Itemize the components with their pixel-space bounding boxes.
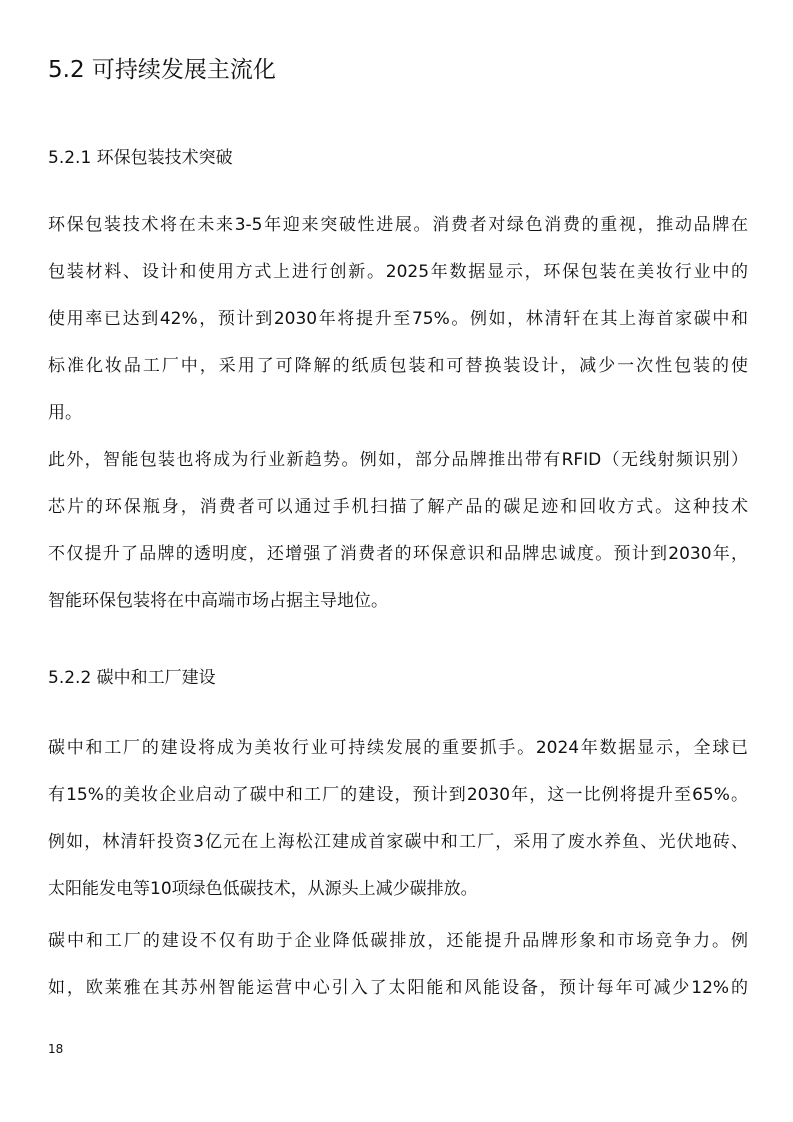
text-line: 环保包装技术将在未来3-5年迎来突破性进展。消费者对绿色消费的重视，推动品牌在 <box>48 215 748 235</box>
subsection-heading-5-2-1: 5.2.1 环保包装技术突破 <box>48 148 233 168</box>
text-line: 标准化妆品工厂中，采用了可降解的纸质包装和可替换装设计，减少一次性包装的使 <box>48 356 748 376</box>
paragraph-carbon-neutral-benefits <box>48 918 748 1012</box>
text-line: 包装材料、设计和使用方式上进行创新。2025年数据显示，环保包装在美妆行业中的 <box>48 262 748 282</box>
text-line: 太阳能发电等10项绿色低碳技术，从源头上减少碳排放。 <box>48 879 478 899</box>
paragraph-packaging-intro <box>48 202 748 437</box>
text-line: 碳中和工厂的建设将成为美妆行业可持续发展的重要抓手。2024年数据显示，全球已 <box>48 738 748 758</box>
text-line: 不仅提升了品牌的透明度，还增强了消费者的环保意识和品牌忠诚度。预计到2030年， <box>48 544 748 564</box>
section-heading: 5.2 可持续发展主流化 <box>48 57 276 83</box>
text-line: 碳中和工厂的建设不仅有助于企业降低碳排放，还能提升品牌形象和市场竞争力。例 <box>48 931 748 951</box>
text-line: 如，欧莱雅在其苏州智能运营中心引入了太阳能和风能设备，预计每年可减少12%的 <box>48 978 748 998</box>
text-line: 使用率已达到42%，预计到2030年将提升至75%。例如，林清轩在其上海首家碳中和 <box>48 309 748 329</box>
subsection-heading-5-2-2: 5.2.2 碳中和工厂建设 <box>48 668 216 688</box>
text-line: 例如，林清轩投资3亿元在上海松江建成首家碳中和工厂，采用了废水养鱼、光伏地砖、 <box>48 832 748 852</box>
paragraph-smart-packaging <box>48 437 748 625</box>
text-line: 有15%的美妆企业启动了碳中和工厂的建设，预计到2030年，这一比例将提升至65%。 <box>48 785 748 805</box>
text-line: 芯片的环保瓶身，消费者可以通过手机扫描了解产品的碳足迹和回收方式。这种技术 <box>48 497 748 517</box>
text-line: 智能环保包装将在中高端市场占据主导地位。 <box>48 591 388 611</box>
text-line: 此外，智能包装也将成为行业新趋势。例如，部分品牌推出带有RFID（无线射频识别） <box>48 450 748 470</box>
text-line: 用。 <box>48 403 82 423</box>
paragraph-carbon-neutral-intro <box>48 725 748 913</box>
page-number: 18 <box>48 1042 64 1056</box>
